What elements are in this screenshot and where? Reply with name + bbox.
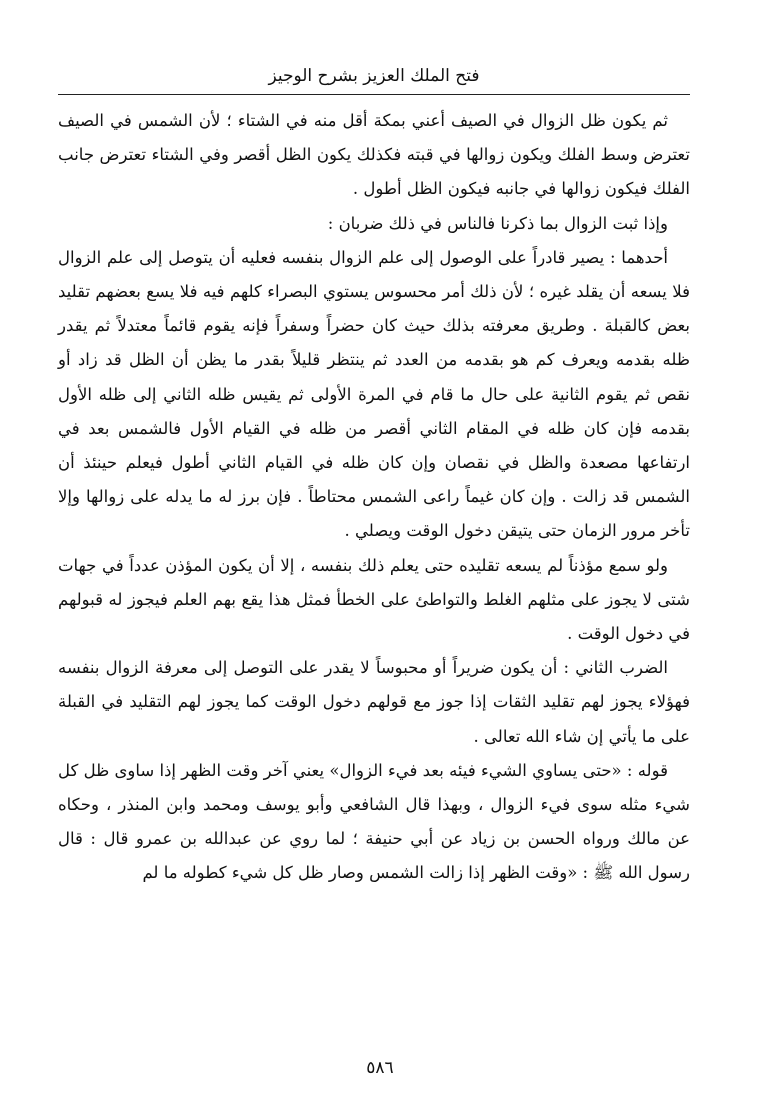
running-header: فتح الملك العزيز بشرح الوجيز: [268, 66, 480, 86]
paragraph: ثم يكون ظل الزوال في الصيف أعني بمكة أقل منه في الشتاء ؛ لأن الشمس في الصيف تعترض وسط الفلك ويكون زوالها في قبته فكذلك يكون الظل أقصر وفي الشتاء تعترض جانب الفلك فيكون زوالها في جانبه فيكون الظل أطول .: [58, 111, 690, 199]
page-body: [58, 104, 690, 891]
paragraph: أحدهما : يصير قادراً على الوصول إلى علم الزوال بنفسه فعليه أن يتوصل إلى علم الزوال فلا يسعه أن يقلد غيره ؛ لأن ذلك أمر محسوس يستوي البصراء كلهم فيه فلا يسع بعضهم تقليد بعض كالقبلة . وطريق معرفته بذلك حيث كان حضراً وسفراً فإنه يقوم قائماً معتدلاً ثم يقدر ظله بقدمه ويعرف كم هو بقدمه من العدد ثم ينتظر قليلاً بقدر ما يظن أن الظل قد زاد أو نقص ثم يقوم الثانية على حال ما قام في المرة الأولى ثم يقيس ظله الثاني إلى ظله الأول بقدمه فإن كان ظله في المقام الثاني أقصر من ظله في القيام الأول فالشمس بعد في ارتفاعها مصعدة والظل في نقصان وإن كان ظله في القيام الثاني أطول فيعلم حينئذ أن الشمس قد زالت . وإن كان غيماً راعى الشمس محتاطاً . فإن برز له ما يدله على زوالها وإلا تأخر مرور الزمان حتى يتيقن دخول الوقت ويصلي .: [58, 247, 690, 541]
page-number: ٥٨٦: [366, 1058, 394, 1078]
header-rule: [58, 94, 690, 95]
paragraph: الضرب الثاني : أن يكون ضريراً أو محبوساً لا يقدر على التوصل إلى معرفة الزوال بنفسه فهؤلاء يجوز لهم تقليد الثقات إذا جوز مع قولهم دخول الوقت كما يجوز لهم التقليد في القبلة على ما يأتي إن شاء الله تعالى .: [58, 658, 690, 746]
paragraph: ولو سمع مؤذناً لم يسعه تقليده حتى يعلم ذلك بنفسه ، إلا أن يكون المؤذن عدداً في جهات شتى لا يجوز على مثلهم الغلط والتواطئ على الخطأ فمثل هذا يقع بهم العلم فيجوز له قبولهم في دخول الوقت .: [58, 555, 690, 644]
paragraph: وإذا ثبت الزوال بما ذكرنا فالناس في ذلك ضربان :: [327, 213, 668, 233]
paragraph: قوله : «حتى يساوي الشيء فيئه بعد فيء الزوال» يعني آخر وقت الظهر إذا ساوى ظل كل شيء مثله سوى فيء الزوال ، وبهذا قال الشافعي وأبو يوسف ومحمد وابن المنذر ، وحكاه عن مالك ورواه الحسن بن زياد عن أبي حنيفة ؛ لما روي عن عبدالله بن عمرو قال : قال رسول الله ﷺ : «وقت الظهر إذا زالت الشمس وصار ظل كل شيء كطوله ما لم: [58, 760, 690, 883]
